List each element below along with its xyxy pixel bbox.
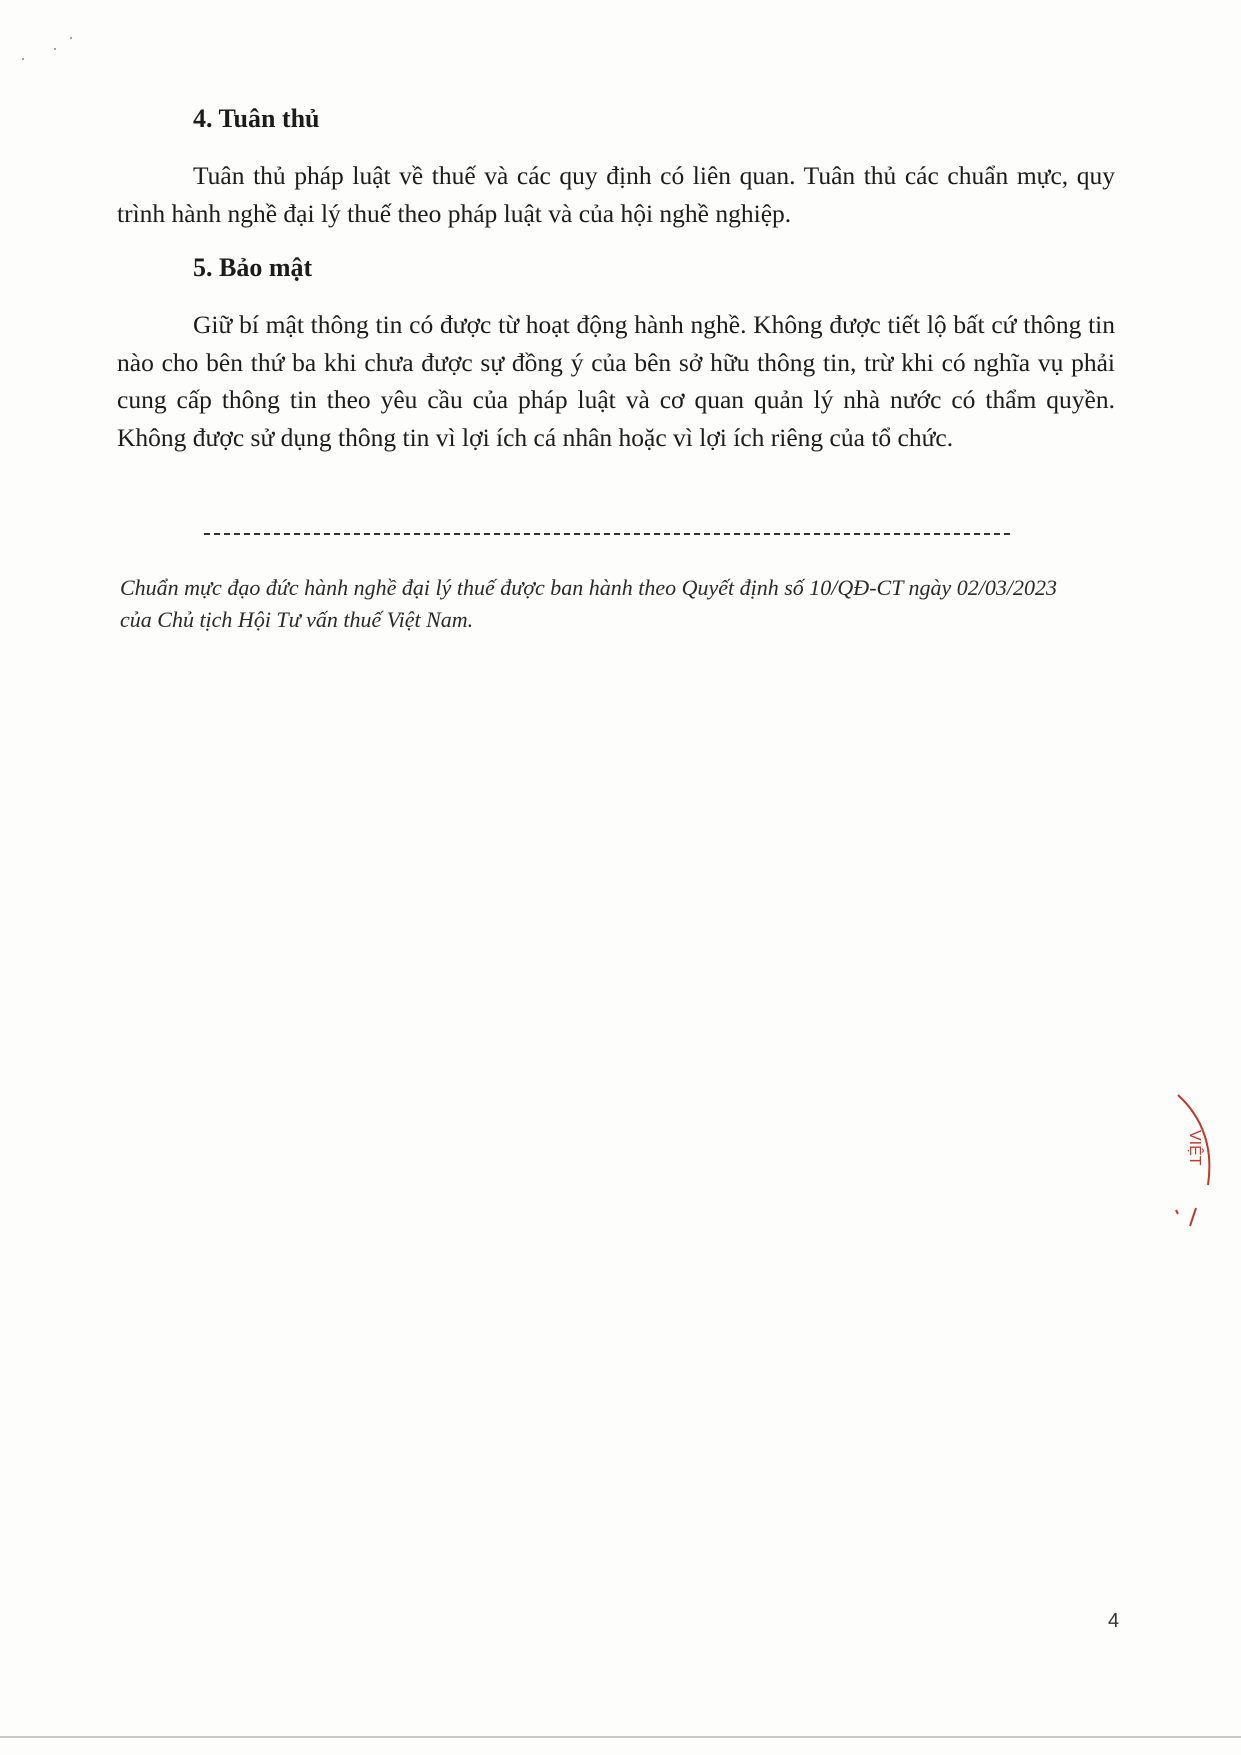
section-heading-confidentiality: 5. Bảo mật (193, 253, 313, 282)
section-heading-compliance: 4. Tuân thủ (193, 104, 320, 133)
scan-speck (70, 37, 72, 39)
page-number: 4 (1108, 1610, 1120, 1632)
section-body-confidentiality: Giữ bí mật thông tin có được từ hoạt động hành nghề. Không được tiết lộ bất cứ thông tin nào cho bên thứ ba khi chưa được sự đồng ý của bên sở hữu thông tin, trừ khi có nghĩa vụ phải cung cấp thông tin theo yêu cầu của pháp luật và cơ quan quản lý nhà nước có thẩm quyền. Không được sử dụng thông tin vì lợi ích cá nhân hoặc vì lợi ích riêng của tổ chức. (117, 310, 1115, 452)
stamp-fragment (1168, 1090, 1228, 1250)
scan-speck (22, 58, 24, 60)
stamp-text: VIỆT (1186, 1130, 1203, 1166)
scan-speck (54, 48, 56, 50)
scan-edge (0, 1736, 1241, 1738)
section-body-compliance: Tuân thủ pháp luật về thuế và các quy định có liên quan. Tuân thủ các chuẩn mực, quy trình hành nghề đại lý thuế theo pháp luật và của hội nghề nghiệp. (117, 161, 1115, 228)
footnote: Chuẩn mực đạo đức hành nghề đại lý thuế được ban hành theo Quyết định số 10/QĐ-CT ngày 02/03/2023 của Chủ tịch Hội Tư vấn thuế Việt Nam. (120, 575, 1058, 632)
dashed-divider (204, 533, 1010, 535)
